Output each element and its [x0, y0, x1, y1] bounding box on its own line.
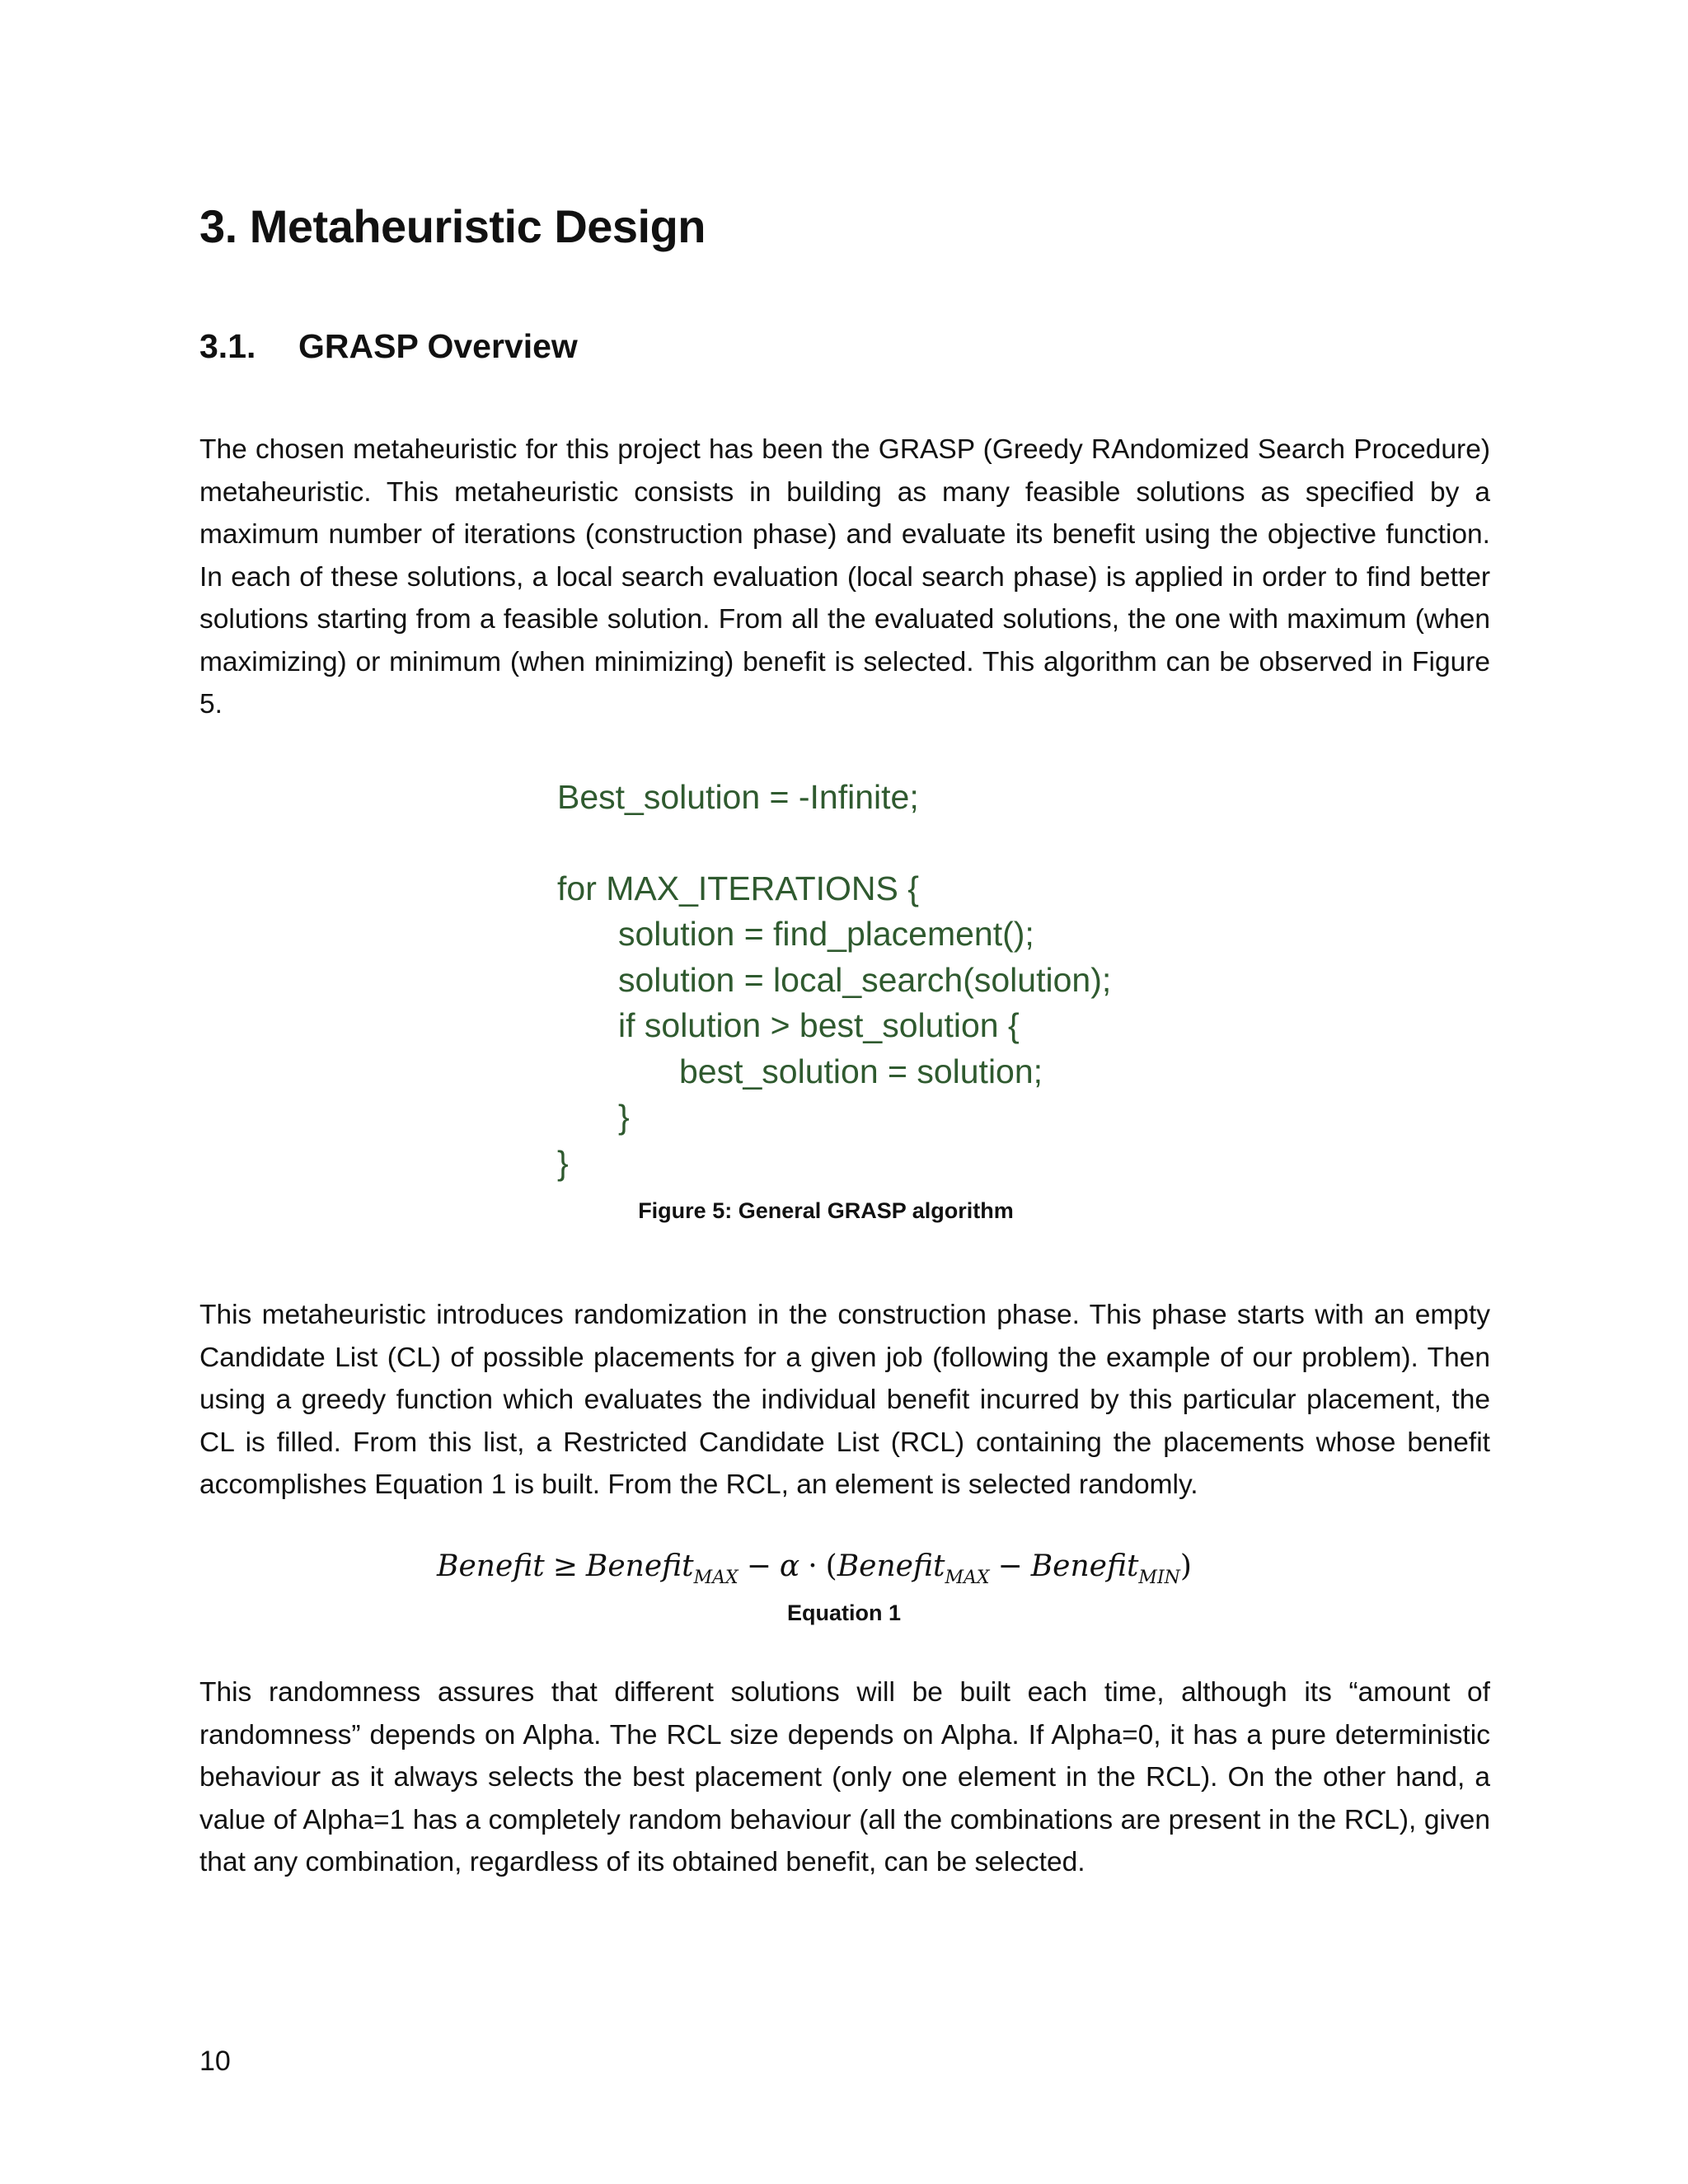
eq-close: ) — [1179, 1549, 1192, 1583]
alpha-paragraph: This randomness assures that different solutions will be built each time, although its “amount of randomness” depends on Alpha. The RCL size depends on Alpha. If Alpha=0, it has a pure deterministic behaviour as it always selects the best placement (only one element in the RCL). On the other hand, a value of Alpha=1 has a completely random behaviour (all the combinations are present in the RCL), given that any combination, regardless of its obtained benefit, can be selected. — [199, 1677, 1490, 1877]
eq-open: ( — [825, 1549, 837, 1583]
subsection-number: 3.1. — [199, 327, 256, 365]
figure-caption-text: Figure 5: General GRASP algorithm — [638, 1198, 1014, 1223]
randomization-paragraph: This metaheuristic introduces randomization in the construction phase. This phase starts with an empty Candidate List (CL) of possible placements for a given job (following the example of our problem). Then using a greedy function which evaluates the individual benefit incurred by this particular placement, the CL is filled. From this list, a Restricted Candidate List (RCL) containing the placements whose benefit accomplishes Equation 1 is built. From the RCL, an element is selected randomly. — [199, 1300, 1490, 1500]
eq-ge: ≥ — [552, 1549, 578, 1583]
eq-minus2: − — [997, 1549, 1023, 1583]
figure-caption — [0, 1198, 1688, 1224]
eq-term1: Benefit — [585, 1549, 694, 1583]
page-number: 10 — [199, 2046, 231, 2077]
eq-dot: · — [808, 1549, 818, 1583]
code-line: solution = local_search(solution); — [618, 960, 1112, 999]
eq-lhs: Benefit — [437, 1549, 545, 1583]
subsection-title: GRASP Overview — [298, 327, 578, 365]
grasp-pseudocode-figure — [557, 775, 1184, 1186]
code-line: Best_solution = -Infinite; — [557, 778, 919, 816]
code-line: } — [618, 1098, 630, 1136]
intro-paragraph: The chosen metaheuristic for this project has been the GRASP (Greedy RAndomized Search Procedure) metaheuristic. This metaheuristic consists in building as many feasible solutions as specified by a maximum number of iterations (construction phase) and evaluate its benefit using the objective function. In each of these solutions, a local search evaluation (local search phase) is applied in order to find better solutions starting from a feasible solution. From all the evaluated solutions, the one with maximum (when maximizing) or minimum (when minimizing) benefit is selected. This algorithm can be observed in Figure 5. — [199, 434, 1490, 719]
code-line: } — [557, 1143, 569, 1182]
eq-term1-sub: MAX — [693, 1568, 738, 1588]
eq-term2: Benefit — [837, 1549, 945, 1583]
eq-term3: Benefit — [1030, 1549, 1139, 1583]
eq-term3-sub: MIN — [1138, 1568, 1180, 1588]
equation-label-text: Equation 1 — [786, 1601, 901, 1625]
subsection-heading — [199, 327, 578, 366]
code-line: if solution > best_solution { — [618, 1006, 1020, 1044]
code-line: for MAX_ITERATIONS { — [557, 869, 919, 907]
code-blank-line — [557, 821, 1184, 866]
section-heading: 3. Metaheuristic Design — [199, 200, 706, 252]
code-line: solution = find_placement(); — [618, 915, 1034, 953]
eq-term2-sub: MAX — [945, 1568, 990, 1588]
eq-minus1: − — [746, 1549, 771, 1583]
eq-alpha: α — [779, 1549, 800, 1583]
equation-label — [0, 1601, 1688, 1626]
equation-1 — [437, 1549, 1192, 1588]
code-line: best_solution = solution; — [679, 1052, 1043, 1090]
